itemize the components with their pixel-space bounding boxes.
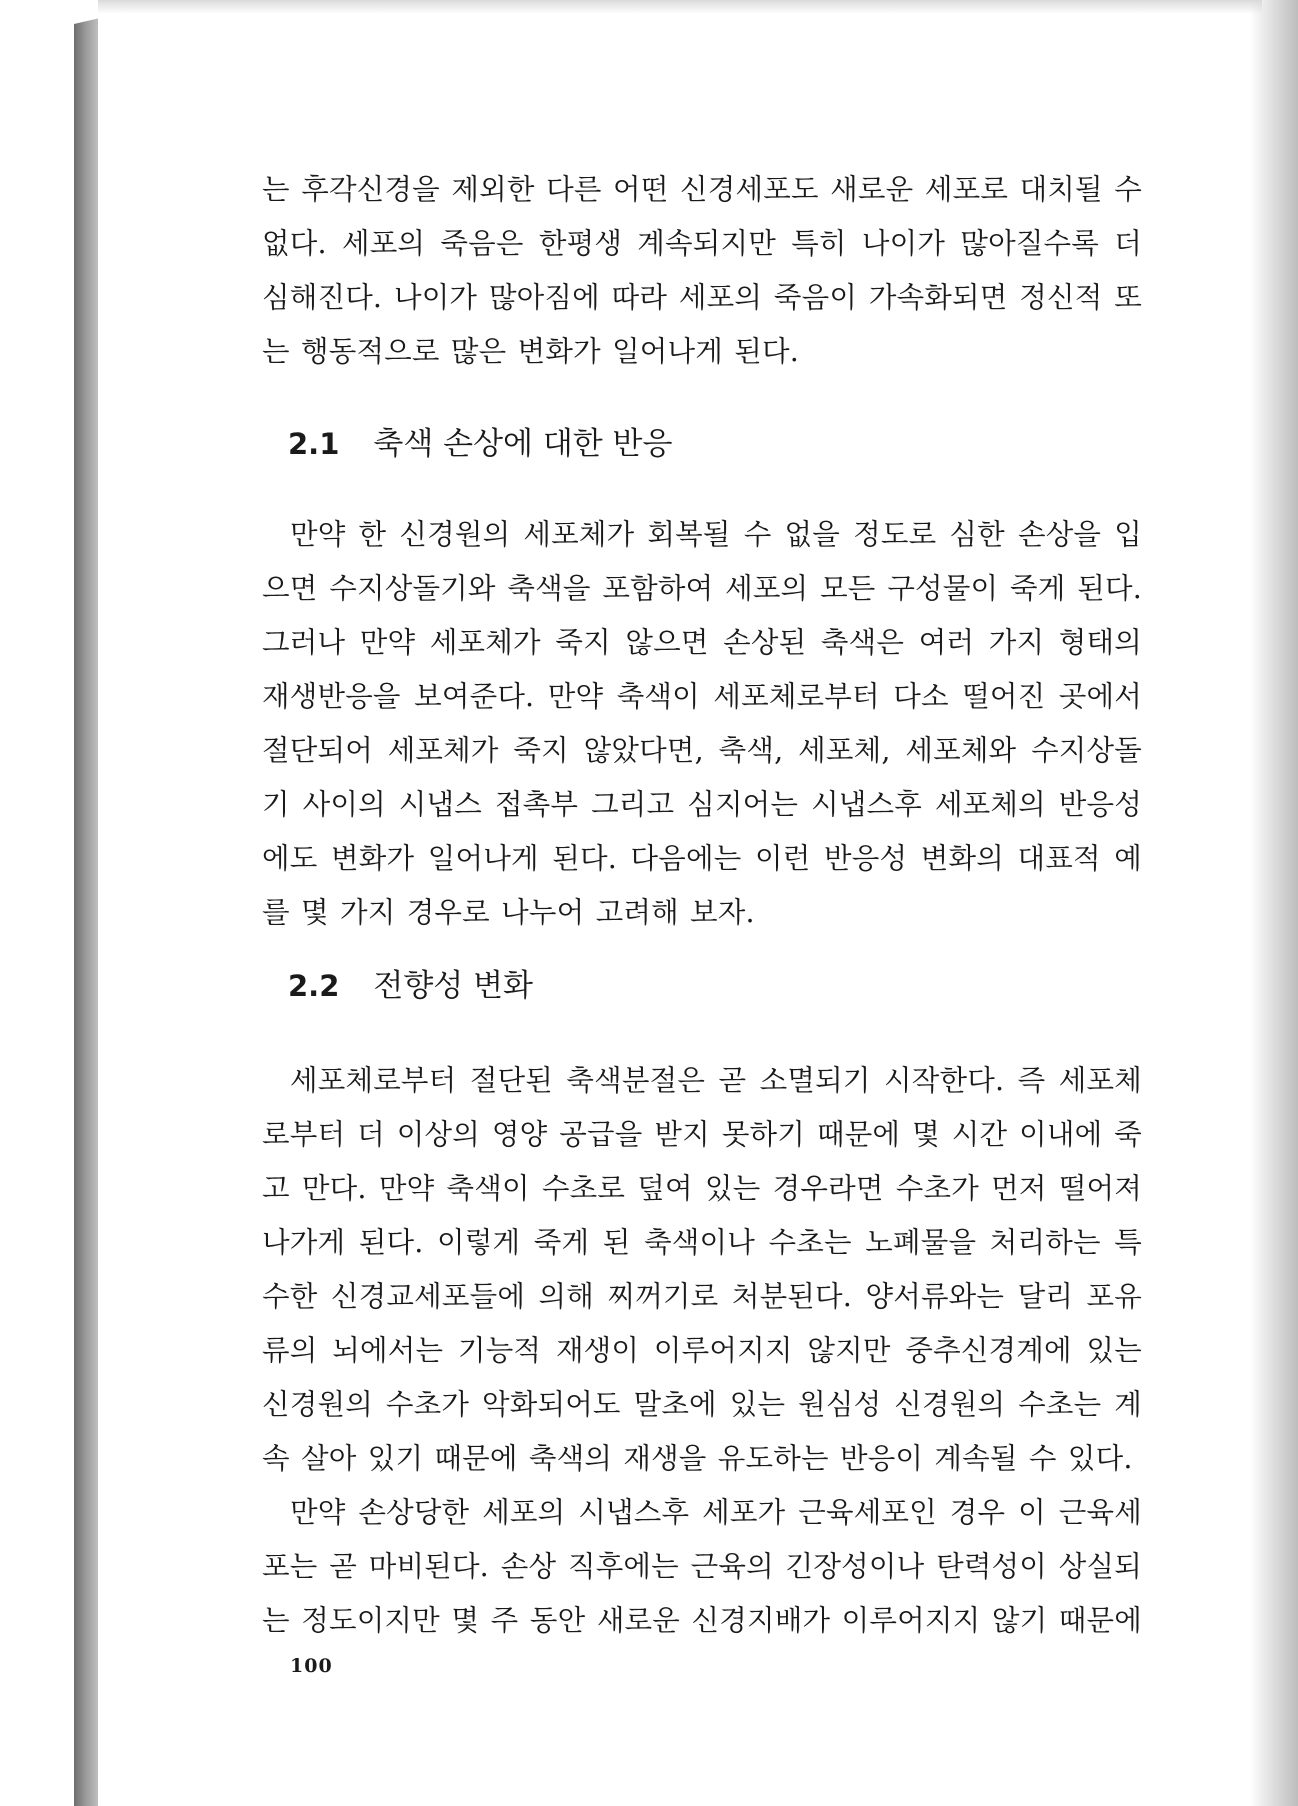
section-number: 2.1 xyxy=(288,427,340,461)
text-line: 포는 곧 마비된다. 손상 직후에는 근육의 긴장성이나 탄력성이 상실되 xyxy=(262,1550,1142,1583)
text-line: 절단되어 세포체가 죽지 않았다면, 축색, 세포체, 세포체와 수지상돌 xyxy=(262,734,1142,767)
text-line: 에도 변화가 일어나게 된다. 다음에는 이런 반응성 변화의 대표적 예 xyxy=(262,842,1142,875)
text-line: 그러나 만약 세포체가 죽지 않으면 손상된 축색은 여러 가지 형태의 xyxy=(262,626,1142,659)
section-number: 2.2 xyxy=(288,969,340,1003)
text-line: 속 살아 있기 때문에 축색의 재생을 유도하는 반응이 계속될 수 있다. xyxy=(262,1442,1133,1475)
text-line: 재생반응을 보여준다. 만약 축색이 세포체로부터 다소 떨어진 곳에서 xyxy=(262,680,1142,713)
paragraph-2-2-a xyxy=(262,1054,1142,1486)
text-line: 없다. 세포의 죽음은 한평생 계속되지만 특히 나이가 많아질수록 더 xyxy=(262,227,1142,260)
text-line: 류의 뇌에서는 기능적 재생이 이루어지지 않지만 중추신경계에 있는 xyxy=(262,1334,1142,1367)
page-left-edge xyxy=(74,18,100,1806)
page-top-shadow xyxy=(98,0,1262,14)
page-number: 100 xyxy=(290,1655,333,1677)
page-right-shadow xyxy=(1250,0,1298,1806)
text-line: 는 후각신경을 제외한 다른 어떤 신경세포도 새로운 세포로 대치될 수 xyxy=(262,173,1142,206)
paragraph-2-2-b xyxy=(262,1486,1142,1648)
text-line: 신경원의 수초가 악화되어도 말초에 있는 원심성 신경원의 수초는 계 xyxy=(262,1388,1142,1421)
section-heading-2-1 xyxy=(288,418,672,463)
text-line: 는 행동적으로 많은 변화가 일어나게 된다. xyxy=(262,335,799,368)
paragraph-intro xyxy=(262,163,1142,379)
text-line: 세포체로부터 절단된 축색분절은 곧 소멸되기 시작한다. 즉 세포체 xyxy=(290,1064,1142,1097)
section-title: 전향성 변화 xyxy=(373,968,533,1004)
text-line: 만약 손상당한 세포의 시냅스후 세포가 근육세포인 경우 이 근육세 xyxy=(290,1496,1142,1529)
section-heading-2-2 xyxy=(288,960,533,1005)
text-line: 으면 수지상돌기와 축색을 포함하여 세포의 모든 구성물이 죽게 된다. xyxy=(262,572,1142,605)
text-line: 로부터 더 이상의 영양 공급을 받지 못하기 때문에 몇 시간 이내에 죽 xyxy=(262,1118,1142,1151)
text-line: 를 몇 가지 경우로 나누어 고려해 보자. xyxy=(262,896,755,929)
paragraph-2-1 xyxy=(262,508,1142,940)
text-line: 나가게 된다. 이렇게 죽게 된 축색이나 수초는 노폐물을 처리하는 특 xyxy=(262,1226,1142,1259)
text-line: 고 만다. 만약 축색이 수초로 덮여 있는 경우라면 수초가 먼저 떨어져 xyxy=(262,1172,1142,1205)
section-title: 축색 손상에 대한 반응 xyxy=(373,426,673,462)
text-line: 만약 한 신경원의 세포체가 회복될 수 없을 정도로 심한 손상을 입 xyxy=(290,518,1142,551)
text-line: 수한 신경교세포들에 의해 찌꺼기로 처분된다. 양서류와는 달리 포유 xyxy=(262,1280,1142,1313)
text-line: 는 정도이지만 몇 주 동안 새로운 신경지배가 이루어지지 않기 때문에 xyxy=(262,1604,1142,1637)
text-line: 심해진다. 나이가 많아짐에 따라 세포의 죽음이 가속화되면 정신적 또 xyxy=(262,281,1142,314)
text-line: 기 사이의 시냅스 접촉부 그리고 심지어는 시냅스후 세포체의 반응성 xyxy=(262,788,1142,821)
